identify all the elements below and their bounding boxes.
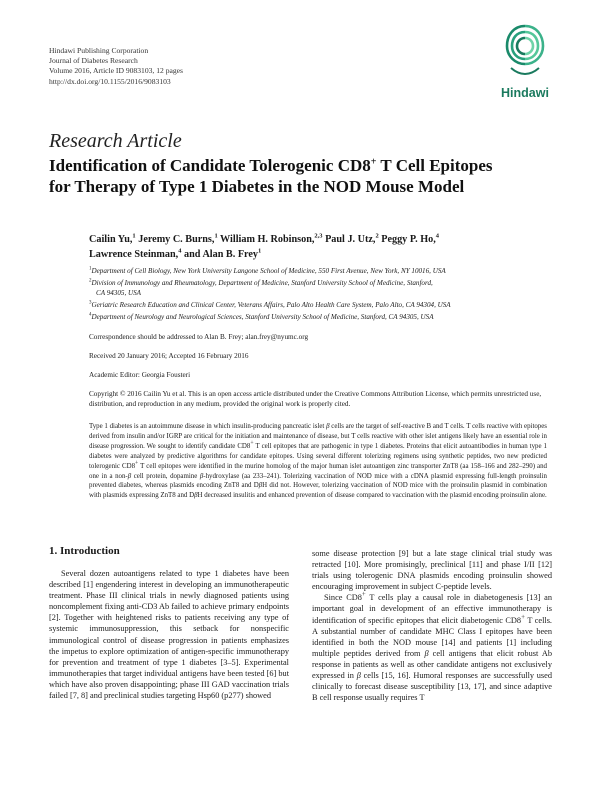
affiliation (89, 313, 559, 323)
author-list (89, 233, 559, 262)
abstract-text: cells are the target of self-reactive B and T cells. T cells reactive with epitopes derived from insulin and/or IGRP are critical for the initiation and maintenance of disease, but T cells reactive with other islet antigens likely have an essential role in disease progression. We sought to identify candidate CD8 (89, 423, 547, 450)
author-affiliation-ref: 1 (258, 247, 262, 255)
publisher-name: Hindawi Publishing Corporation (49, 46, 149, 55)
body-text: T cells play a causal role in diabetogenesis [13] an important goal in development of an effective immunotherapy is identification of specific epitopes that elicit diabetogenic CD8 (312, 593, 553, 625)
superscript-plus: + (521, 613, 525, 621)
author-name: Cailin Yu, (89, 234, 133, 245)
article-title (49, 156, 569, 197)
author-affiliation-ref: 2,3 (314, 232, 323, 240)
author-affiliation-ref: 4 (435, 232, 440, 240)
affiliation (89, 279, 559, 299)
body-column-left (49, 568, 289, 701)
affiliation-number: 4 (89, 312, 92, 318)
abstract-text: H decreased insulitis and enhanced prevention of disease compared to vaccination with the plasmid encoding proinsulin alone. (197, 492, 547, 500)
title-part: Identification of Candidate Tolerogenic CD8 (49, 156, 371, 175)
abstract-text: T cell epitopes that are pathogenic in type 1 diabetes. Proteins that elicit autoantibodies in human type 1 diabetes were analyzed by predictive algorithms for candidate epitopes. Using several different tolerizing regimens using synthetic peptides, two new predicted tolerogenic CD8 (89, 442, 547, 470)
title-part: T Cell Epitopes (376, 156, 493, 175)
author-affiliation-ref: 1 (214, 232, 218, 240)
academic-editor: Academic Editor: Georgia Fousteri (89, 371, 191, 379)
affiliation-text: Department of Neurology and Neurological Sciences, Stanford University School of Medicine, Stanford, CA 94305, USA (91, 312, 434, 321)
superscript-plus: + (250, 440, 254, 447)
correspondence: Correspondence should be addressed to Alan B. Frey; alan.frey@nyumc.org (89, 333, 309, 341)
greek-beta: β (326, 423, 330, 430)
body-column-right (312, 548, 552, 703)
affiliation-number: 2 (89, 278, 92, 284)
author-name: Jeremy C. Burns, (135, 234, 215, 245)
author-name: Paul J. Utz, (322, 234, 376, 245)
affiliation-text: Division of Immunology and Rheumatology, Department of Medicine, Stanford University School of Medicine, Stanford, (91, 278, 433, 287)
affiliation-number: 1 (89, 266, 92, 272)
affiliation-number: 3 (89, 300, 92, 306)
greek-beta: β (194, 492, 198, 500)
body-text: Since CD8 (324, 593, 362, 603)
section-heading: 1. Introduction (49, 545, 120, 557)
affiliation (89, 301, 559, 311)
superscript-plus: + (135, 460, 139, 467)
author-name: and Alan B. Frey (181, 248, 258, 260)
affiliation-text: CA 94305, USA (96, 288, 141, 297)
abstract-text: cell protein, dopamine (131, 472, 200, 480)
abstract-text: T cell epitopes were identified in the murine homolog of the major human islet autoantigen zinc transporter ZnT8 (aa 158–166 and 282–290) and one in a non- (89, 462, 547, 480)
greek-beta: β (424, 648, 429, 658)
affiliation-list (89, 267, 559, 325)
received-date: Received 20 January 2016; Accepted 16 February 2016 (89, 352, 249, 360)
title-line-2: for Therapy of Type 1 Diabetes in the NOD Mouse Model (49, 176, 465, 196)
article-type: Research Article (49, 130, 182, 152)
author-affiliation-ref: 4 (178, 247, 182, 255)
abstract-text: H did not. However, tolerizing vaccination of NOD mice with the proinsulin plasmid in combination with plasmids expressing ZnT8 and D (89, 482, 547, 500)
copyright-notice: Copyright © 2016 Cailin Yu et al. This is an open access article distributed under the Creative Commons Attribution License, which permits unrestricted use, distribution, and reproduction in any medium, provided the original work is properly cited. (89, 390, 542, 408)
body-text: cells [15, 16]. Humoral responses are successfully used clinically to forecast disease susceptibility [13, 17], and since adaptive B cell response usually requires T (312, 671, 552, 703)
body-text: T cells. A substantial number of candidate MHC Class I epitopes have been identified in both the NOD mouse [14] and patients [1] including multiple peptides derived from (312, 615, 552, 658)
hindawi-logo (497, 22, 553, 106)
author-name: Lawrence Steinman, (89, 248, 179, 260)
title-superscript: + (370, 156, 377, 168)
greek-beta: β (356, 671, 361, 681)
greek-beta: β (199, 472, 204, 480)
body-text: cell antigens that elicit robust Ab response in patients as well as other candidate antigens not exclusively expressed in (312, 648, 552, 681)
journal-header (49, 46, 183, 87)
logo-wordmark: Hindawi (501, 86, 549, 100)
affiliation-text: Geriatric Research Education and Clinical Center, Veterans Affairs, Palo Alto Health Care System, Palo Alto, CA 94304, USA (91, 300, 451, 309)
superscript-plus: + (361, 591, 366, 599)
author-name: William H. Robinson, (217, 234, 315, 245)
affiliation (89, 267, 559, 277)
journal-name: Journal of Diabetes Research (49, 56, 138, 66)
hindawi-logo-icon (503, 22, 547, 82)
body-paragraph (312, 592, 552, 703)
doi-link[interactable]: http://dx.doi.org/10.1155/2016/9083103 (49, 76, 171, 86)
abstract-text: -hydroxylase (aa 233–241). Tolerizing vaccination of NOD mice with a cDNA plasmid expressing full-length proinsulin prevented diabetes, whereas plasmids encoding ZnT8 and D (89, 472, 548, 490)
volume-line: Volume 2016, Article ID 9083103, 12 pages (49, 66, 183, 76)
author-affiliation-ref: 2 (375, 232, 379, 240)
greek-beta: β (127, 472, 132, 480)
author-affiliation-ref: 1 (132, 232, 136, 240)
body-paragraph: some disease protection [9] but a late stage clinical trial study was retracted [10]. More promisingly, preclinical [11] and phase I/II [12] trials using tolerogenic DNA plasmids encoding proinsulin showed encouraging improvement in subject C-peptide levels. (312, 549, 552, 592)
author-name: Peggy P. Ho, (378, 234, 436, 245)
affiliation-text: Department of Cell Biology, New York University Langone School of Medicine, 550 First Avenue, New York, NY 10016, USA (91, 267, 446, 275)
abstract-text: Type 1 diabetes is an autoimmune disease in which insulin-producing pancreatic islet (89, 423, 327, 430)
abstract (89, 422, 547, 501)
body-paragraph: Several dozen autoantigens related to type 1 diabetes have been described [1] engendering interest in developing an immunotherapeutic treatment. Phase III clinical trials in newly diagnosed patients using noncomplement fixing anti-CD3 Ab failed to achieve primary endpoints [2]. Together with heightened risks to patients receiving any type of systemic immunosuppression, this setback for nonspecific immunological control of disease progression in patients emphasizes the impetus to explore optimization of antigen-specific immunotherapy for prevention and treatment of type 1 diabetes [3–5]. Experimental immunotherapies that target individual antigens have been tested [6] but which have also proven disappointing; phase III GAD vaccination trials failed [7, 8] and preclinical studies targeting Hsp60 (p277) showed (49, 569, 289, 701)
greek-beta: β (258, 482, 263, 490)
